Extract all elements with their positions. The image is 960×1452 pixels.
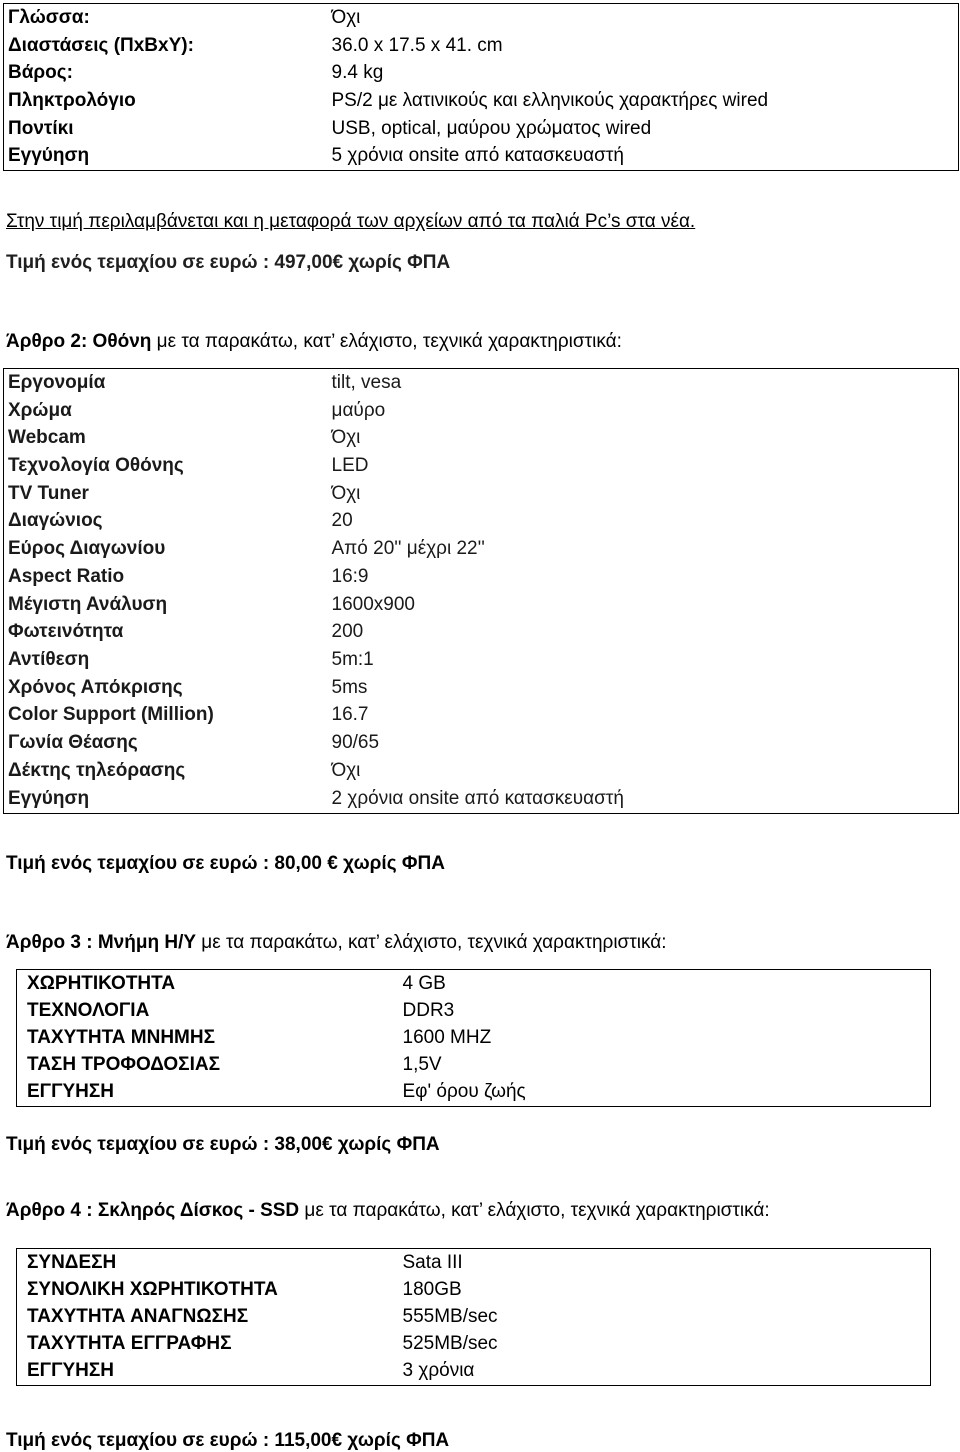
spec-label: Τεχνολογία Οθόνης xyxy=(8,455,184,477)
spec-label: ΤΑΣΗ ΤΡΟΦΟΔΟΣΙΑΣ xyxy=(27,1054,220,1076)
ssd-specs-body xyxy=(17,1249,931,1386)
spec-row xyxy=(4,142,959,170)
spec-row xyxy=(4,591,959,619)
spec-row xyxy=(4,757,959,785)
spec-value: 3 χρόνια xyxy=(402,1360,475,1382)
spec-label: Εργονομία xyxy=(8,371,106,393)
spec-row xyxy=(4,508,959,536)
spec-value: PS/2 με λατινικούς και ελληνικούς χαρακτήρες wired xyxy=(331,89,769,111)
spec-label: Χρώμα xyxy=(8,399,72,421)
spec-value: LED xyxy=(331,455,369,477)
spec-label: Ποντίκι xyxy=(8,117,74,139)
spec-row xyxy=(4,369,959,397)
spec-label: ΧΩΡΗΤΙΚΟΤΗΤΑ xyxy=(27,972,176,994)
spec-row xyxy=(17,1249,931,1277)
spec-value: Εφ' όρου ζωής xyxy=(402,1081,526,1103)
spec-value: 180GB xyxy=(402,1278,462,1300)
spec-value: Από 20'' μέχρι 22'' xyxy=(331,538,485,560)
spec-row xyxy=(17,1303,931,1330)
spec-row xyxy=(4,452,959,480)
spec-label: Χρόνος Απόκρισης xyxy=(8,676,183,698)
spec-label: Γλώσσα: xyxy=(8,6,90,28)
article-2-heading xyxy=(6,331,622,353)
memory-specs-body xyxy=(17,970,931,1107)
spec-value: μαύρο xyxy=(331,399,386,421)
spec-value: 1600x900 xyxy=(331,593,415,615)
spec-label: Πληκτρολόγιο xyxy=(8,89,136,111)
spec-row xyxy=(4,785,959,813)
spec-value: 200 xyxy=(331,621,364,643)
spec-label: Βάρος: xyxy=(8,62,73,84)
spec-row xyxy=(17,970,931,998)
spec-label: Γωνία Θέασης xyxy=(8,732,138,754)
memory-specs-table xyxy=(16,969,931,1107)
spec-value: Όχι xyxy=(331,759,361,781)
spec-value: Sata III xyxy=(402,1251,463,1273)
spec-label: Εγγύηση xyxy=(8,145,90,167)
spec-row xyxy=(17,1079,931,1107)
spec-label: Δέκτης τηλεόρασης xyxy=(8,759,186,781)
spec-label: Εγγύηση xyxy=(8,787,90,809)
spec-value: 5m:1 xyxy=(331,649,374,671)
spec-label: Webcam xyxy=(8,427,86,449)
spec-label: Διαγώνιος xyxy=(8,510,103,532)
spec-value: 90/65 xyxy=(331,732,380,754)
article-4-heading-bold: Άρθρο 4 : Σκληρός Δίσκος - SSD xyxy=(6,1200,300,1221)
article-3-heading-rest: με τα παρακάτω, κατ’ ελάχιστο, τεχνικά χαρακτηριστικά: xyxy=(196,932,667,953)
monitor-specs-body xyxy=(4,369,959,814)
spec-label: ΤΑΧΥΤΗΤΑ ΜΝΗΜΗΣ xyxy=(27,1026,216,1048)
spec-row xyxy=(4,674,959,702)
spec-value: tilt, vesa xyxy=(331,371,402,393)
spec-row xyxy=(17,997,931,1024)
spec-row xyxy=(4,729,959,757)
spec-value: 16:9 xyxy=(331,565,369,587)
article-4-heading xyxy=(6,1200,770,1222)
spec-value: 36.0 x 17.5 x 41. cm xyxy=(331,34,503,56)
spec-value: 5ms xyxy=(331,676,368,698)
ssd-specs-table xyxy=(16,1248,931,1386)
spec-value: DDR3 xyxy=(402,999,455,1021)
spec-value: 555MB/sec xyxy=(402,1305,498,1327)
spec-row xyxy=(4,4,959,32)
spec-label: ΤΑΧΥΤΗΤΑ ΕΓΓΡΑΦΗΣ xyxy=(27,1333,232,1355)
pc-specs-body xyxy=(4,4,959,171)
transfer-note: Στην τιμή περιλαμβάνεται και η μεταφορά των αρχείων από τα παλιά Pc’s στα νέα. xyxy=(6,211,696,232)
article-2-heading-rest: με τα παρακάτω, κατ’ ελάχιστο, τεχνικά χαρακτηριστικά: xyxy=(151,331,622,352)
spec-row xyxy=(4,563,959,591)
spec-value: Όχι xyxy=(331,6,361,28)
spec-value: Όχι xyxy=(331,427,361,449)
article-4-heading-rest: με τα παρακάτω, κατ’ ελάχιστο, τεχνικά χαρακτηριστικά: xyxy=(299,1200,770,1221)
spec-row xyxy=(4,32,959,60)
spec-value: 20 xyxy=(331,510,353,532)
spec-label: ΕΓΓΥΗΣΗ xyxy=(27,1360,115,1382)
spec-label: Color Support (Million) xyxy=(8,704,214,726)
article-3-heading xyxy=(6,932,667,954)
price-monitor: Τιμή ενός τεμαχίου σε ευρώ : 80,00 € χωρίς ΦΠΑ xyxy=(6,853,445,874)
spec-row xyxy=(17,1331,931,1358)
spec-label: Aspect Ratio xyxy=(8,565,125,587)
spec-value: 2 χρόνια onsite από κατασκευαστή xyxy=(331,787,624,809)
spec-row xyxy=(4,87,959,115)
spec-value: 9.4 kg xyxy=(331,62,384,84)
spec-label: ΣΥΝΟΛΙΚΗ ΧΩΡΗΤΙΚΟΤΗΤΑ xyxy=(27,1278,278,1300)
spec-row xyxy=(17,1024,931,1051)
monitor-specs-table xyxy=(3,368,959,814)
spec-row xyxy=(4,480,959,508)
spec-label: Αντίθεση xyxy=(8,649,90,671)
spec-value: 525MB/sec xyxy=(402,1333,498,1355)
spec-value: 5 χρόνια onsite από κατασκευαστή xyxy=(331,145,624,167)
spec-row xyxy=(4,535,959,563)
spec-row xyxy=(4,424,959,452)
spec-value: Όχι xyxy=(331,482,361,504)
article-3-heading-bold: Άρθρο 3 : Μνήμη Η/Υ xyxy=(6,932,197,953)
spec-row xyxy=(4,618,959,646)
spec-label: Μέγιστη Ανάλυση xyxy=(8,593,168,615)
spec-value: 16.7 xyxy=(331,704,369,726)
spec-value: 1,5V xyxy=(402,1054,442,1076)
spec-label: Φωτεινότητα xyxy=(8,621,124,643)
spec-label: ΕΓΓΥΗΣΗ xyxy=(27,1081,115,1103)
spec-row xyxy=(4,59,959,87)
spec-label: ΤΑΧΥΤΗΤΑ ΑΝΑΓΝΩΣΗΣ xyxy=(27,1305,249,1327)
spec-label: ΣΥΝΔΕΣΗ xyxy=(27,1251,117,1273)
spec-value: 1600 MHZ xyxy=(402,1026,492,1048)
spec-label: Εύρος Διαγωνίου xyxy=(8,538,166,560)
spec-label: Διαστάσεις (ΠxΒxΥ): xyxy=(8,34,194,56)
spec-row xyxy=(17,1052,931,1079)
article-2-heading-bold: Άρθρο 2: Οθόνη xyxy=(6,331,152,352)
spec-value: 4 GB xyxy=(402,972,446,994)
spec-row xyxy=(17,1358,931,1386)
spec-label: TV Tuner xyxy=(8,482,89,504)
spec-row xyxy=(4,646,959,674)
spec-row xyxy=(4,115,959,143)
price-memory: Τιμή ενός τεμαχίου σε ευρώ : 38,00€ χωρίς ΦΠΑ xyxy=(6,1134,440,1155)
spec-row xyxy=(17,1276,931,1303)
price-ssd: Τιμή ενός τεμαχίου σε ευρώ : 115,00€ χωρίς ΦΠΑ xyxy=(6,1430,450,1451)
pc-specs-table xyxy=(3,3,959,171)
spec-value: USB, optical, μαύρου χρώματος wired xyxy=(331,117,652,139)
spec-row xyxy=(4,397,959,425)
price-pc: Τιμή ενός τεμαχίου σε ευρώ : 497,00€ χωρίς ΦΠΑ xyxy=(6,252,451,273)
spec-row xyxy=(4,702,959,730)
spec-label: ΤΕΧΝΟΛΟΓΙΑ xyxy=(27,999,150,1021)
